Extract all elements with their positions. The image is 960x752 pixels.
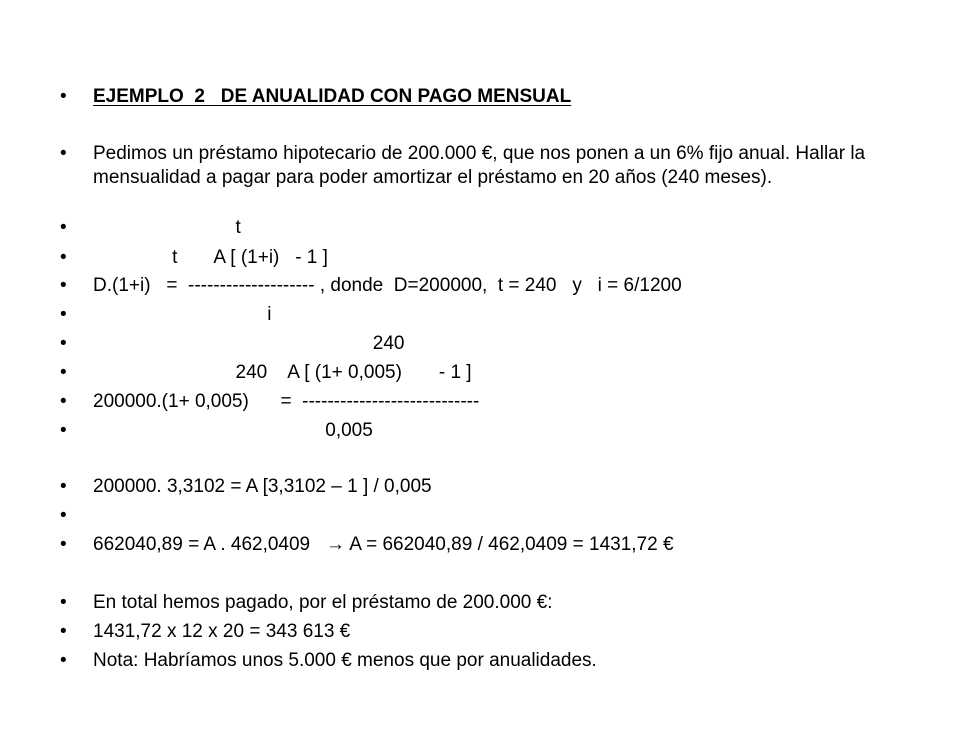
result-text: 662040,89 = A . 462,0409 → A = 662040,89 / 462,0409 = 1431,72 € (93, 534, 674, 555)
note-line (60, 648, 597, 676)
calculation-line (60, 474, 432, 502)
bullet: • (60, 592, 67, 613)
formula-line (60, 389, 480, 417)
bullet: • (60, 333, 67, 354)
formula-text: D.(1+i) = -------------------- , donde D=200000, t = 240 y i = 6/1200 (93, 275, 682, 296)
problem-statement: Pedimos un préstamo hipotecario de 200.000 €, que nos ponen a un 6% fijo anual. Hallar la mensualidad a pagar para poder amortizar el préstamo en 20 años (240 meses). (93, 143, 866, 188)
bullet: • (60, 217, 67, 238)
total-text: 1431,72 x 12 x 20 = 343 613 € (93, 621, 351, 642)
bullet: • (60, 86, 67, 107)
slide-title: EJEMPLO 2 DE ANUALIDAD CON PAGO MENSUAL (93, 86, 572, 107)
formula-line (60, 302, 272, 330)
bullet: • (60, 304, 67, 325)
total-intro-line (60, 590, 553, 618)
total-intro-text: En total hemos pagado, por el préstamo de 200.000 €: (93, 592, 553, 613)
formula-text: t (93, 217, 241, 238)
calculation-text: 200000. 3,3102 = A [3,3102 – 1 ] / 0,005 (93, 476, 432, 497)
bullet: • (60, 476, 67, 497)
formula-text: 240 A [ (1+ 0,005) - 1 ] (93, 362, 472, 383)
formula-text: 200000.(1+ 0,005) = ---------------------------- (93, 391, 480, 412)
bullet: • (60, 420, 67, 441)
bullet: • (60, 621, 67, 642)
result-line (60, 532, 674, 560)
formula-line (60, 215, 241, 243)
bullet: • (60, 143, 67, 164)
formula-text: 0,005 (93, 420, 373, 441)
empty-line (60, 503, 81, 531)
formula-text: t A [ (1+i) - 1 ] (93, 247, 328, 268)
formula-line (60, 331, 405, 359)
formula-text: 240 (93, 333, 405, 354)
formula-line (60, 273, 682, 301)
total-line (60, 619, 351, 647)
title-item (60, 84, 572, 112)
bullet: • (60, 275, 67, 296)
formula-line (60, 418, 373, 446)
bullet: • (60, 534, 67, 555)
note-text: Nota: Habríamos unos 5.000 € menos que por anualidades. (93, 650, 597, 671)
bullet: • (60, 247, 67, 268)
bullet: • (60, 362, 67, 383)
bullet: • (60, 650, 67, 671)
bullet: • (60, 505, 67, 526)
formula-line (60, 245, 328, 273)
formula-text: i (93, 304, 272, 325)
formula-line (60, 360, 472, 388)
bullet: • (60, 391, 67, 412)
